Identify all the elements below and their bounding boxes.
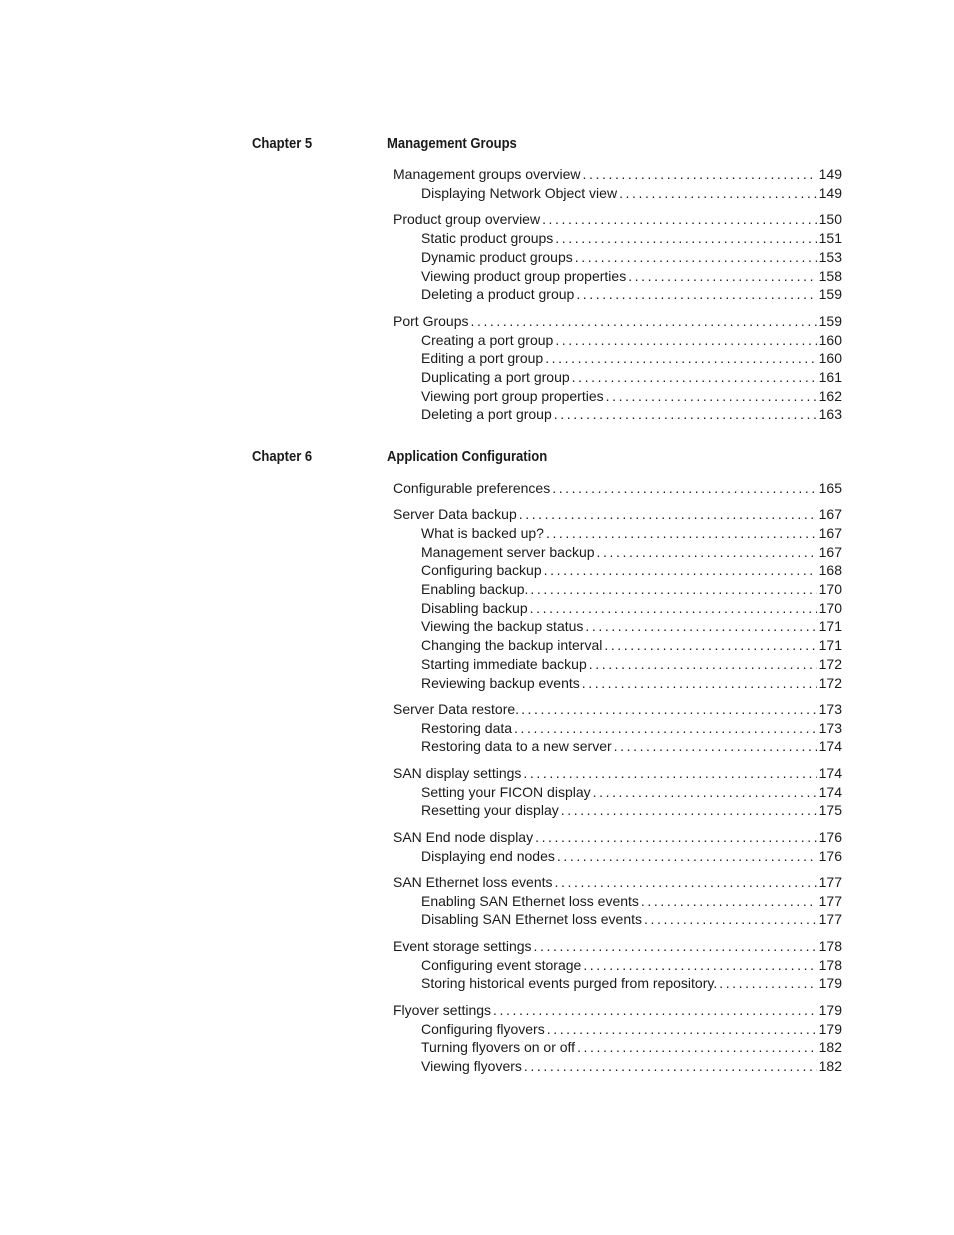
toc-subsection-entry[interactable] [421,801,842,820]
toc-page-number: 151 [818,230,842,246]
toc-subsection-entry[interactable] [421,617,842,636]
toc-section-entry[interactable] [393,479,842,498]
toc-entry-title: Changing the backup interval [421,637,603,653]
toc-subsection-entry[interactable] [421,248,842,267]
toc-subsection-entry[interactable] [421,636,842,655]
toc-entry-title: Configuring backup [421,562,542,578]
toc-entry-title: Product group overview [393,211,541,227]
dot-leader [470,312,816,331]
toc-entry-title: Displaying end nodes [421,848,555,864]
toc-page-number: 182 [818,1058,842,1074]
toc-page-number: 171 [818,618,842,634]
dot-leader [546,524,817,543]
toc-page-number: 160 [818,332,842,348]
dot-leader [519,505,817,524]
toc-section-entry[interactable] [393,165,842,184]
toc-page-number: 149 [818,185,842,201]
toc-subsection-entry[interactable] [421,285,842,304]
toc-entry-title: Event storage settings [393,938,532,954]
dot-leader [604,636,816,655]
toc-page-number: 179 [818,1021,842,1037]
toc-page-number: 171 [818,637,842,653]
dot-leader [575,248,817,267]
dot-leader [555,229,816,248]
toc-section-entry[interactable] [393,764,842,783]
toc-entry-title: Deleting a product group [421,286,575,302]
toc-page-number: 173 [818,701,842,717]
toc-entry-title: Editing a port group [421,350,544,366]
toc-page-number: 150 [818,211,842,227]
toc-page-number: 167 [818,506,842,522]
toc-page-number: 174 [818,738,842,754]
toc-subsection-entry[interactable] [421,674,842,693]
toc-subsection-entry[interactable] [421,524,842,543]
dot-leader [582,674,817,693]
toc-subsection-entry[interactable] [421,229,842,248]
toc-page-number: 179 [818,975,842,991]
toc-page-number: 177 [818,893,842,909]
toc-page-number: 177 [818,874,842,890]
dot-leader [514,719,817,738]
toc-page-number: 153 [818,249,842,265]
dot-leader [524,1057,817,1076]
toc-entry-title: Restoring data to a new server [421,738,612,754]
toc-section-entry[interactable] [393,873,842,892]
toc-page-number: 167 [818,544,842,560]
toc-subsection-entry[interactable] [421,1038,842,1057]
toc-subsection-entry[interactable] [421,737,842,756]
toc-subsection-entry[interactable] [421,892,842,911]
toc-subsection-entry[interactable] [421,847,842,866]
dot-leader [521,700,817,719]
toc-entry-title: Turning flyovers on or off [421,1039,576,1055]
dot-leader [583,956,816,975]
toc-entry-title: Configuring event storage [421,957,582,973]
toc-page-number: 160 [818,350,842,366]
toc-entry-title: Viewing the backup status [421,618,584,634]
chapter-label: Chapter 6 [252,449,313,465]
toc-page-number: 178 [818,938,842,954]
toc-subsection-entry[interactable] [421,783,842,802]
toc-page-number: 167 [818,525,842,541]
toc-entry-title: Storing historical events purged from repository. [421,975,718,991]
toc-subsection-entry[interactable] [421,405,842,424]
toc-subsection-entry[interactable] [421,543,842,562]
toc-subsection-entry[interactable] [421,580,842,599]
toc-page-number: 174 [818,765,842,781]
toc-page-number: 173 [818,720,842,736]
dot-leader [628,267,816,286]
toc-entry-title: SAN End node display [393,829,534,845]
dot-leader [589,655,817,674]
toc-page-number: 165 [818,480,842,496]
toc-subsection-entry[interactable] [421,719,842,738]
chapter-title: Management Groups [387,136,517,152]
dot-leader [614,737,817,756]
toc-page-number: 158 [818,268,842,284]
dot-leader [545,349,816,368]
toc-subsection-entry[interactable] [421,331,842,350]
toc-entry-title: SAN Ethernet loss events [393,874,553,890]
toc-subsection-entry[interactable] [421,974,842,993]
dot-leader [557,847,817,866]
toc-subsection-entry[interactable] [421,267,842,286]
toc-page-number: 161 [818,369,842,385]
dot-leader [597,543,817,562]
dot-leader [583,165,817,184]
dot-leader [542,210,817,229]
toc-page-number: 162 [818,388,842,404]
toc-page-number: 149 [818,166,842,182]
toc-entry-title: Viewing product group properties [421,268,627,284]
dot-leader [547,1020,817,1039]
dot-leader [493,1001,817,1020]
toc-section-entry[interactable] [393,1001,842,1020]
toc-entry-title: Configuring flyovers [421,1021,545,1037]
dot-leader [644,910,817,929]
dot-leader [641,892,817,911]
dot-leader [576,285,816,304]
toc-subsection-entry[interactable] [421,184,842,203]
dot-leader [585,617,816,636]
toc-entry-title: Configurable preferences [393,480,551,496]
toc-entry-title: Enabling backup. [421,581,529,597]
chapter-label: Chapter 5 [252,136,313,152]
toc-entry-title: Viewing flyovers [421,1058,522,1074]
toc-subsection-entry[interactable] [421,349,842,368]
toc-page-number: 179 [818,1002,842,1018]
toc-section-entry[interactable] [393,505,842,524]
toc-page-number: 172 [818,656,842,672]
toc-section-entry[interactable] [393,828,842,847]
toc-subsection-entry[interactable] [421,1020,842,1039]
toc-entry-title: Enabling SAN Ethernet loss events [421,893,639,909]
toc-entry-title: Reviewing backup events [421,675,580,691]
dot-leader [619,184,817,203]
toc-entry-title: Management server backup [421,544,595,560]
toc-page-number: 172 [818,675,842,691]
dot-leader [719,974,816,993]
toc-page-number: 175 [818,802,842,818]
toc-entry-title: Disabling SAN Ethernet loss events [421,911,642,927]
toc-page-number: 159 [818,286,842,302]
dot-leader [523,764,816,783]
toc-entry-title: Server Data restore. [393,701,520,717]
toc-entry-title: Dynamic product groups [421,249,573,265]
toc-page-number: 163 [818,406,842,422]
toc-entry-title: Deleting a port group [421,406,552,422]
toc-page-number: 170 [818,581,842,597]
toc-subsection-entry[interactable] [421,1057,842,1076]
dot-leader [577,1038,817,1057]
toc-section-entry[interactable] [393,312,842,331]
toc-subsection-entry[interactable] [421,599,842,618]
toc-entry-title: Resetting your display [421,802,559,818]
toc-page-number: 176 [818,848,842,864]
dot-leader [535,828,817,847]
toc-entry-title: Duplicating a port group [421,369,570,385]
dot-leader [534,937,817,956]
toc-entry-title: What is backed up? [421,525,544,541]
toc-subsection-entry[interactable] [421,561,842,580]
toc-entry-title: Management groups overview [393,166,581,182]
toc-entry-title: Flyover settings [393,1002,492,1018]
toc-section-entry[interactable] [393,700,842,719]
toc-page-number: 174 [818,784,842,800]
toc-entry-title: Setting your FICON display [421,784,591,800]
toc-entry-title: Starting immediate backup [421,656,587,672]
toc-subsection-entry[interactable] [421,956,842,975]
toc-entry-title: SAN display settings [393,765,522,781]
toc-page-number: 177 [818,911,842,927]
toc-subsection-entry[interactable] [421,387,842,406]
toc-page-number: 176 [818,829,842,845]
toc-entry-title: Port Groups [393,313,469,329]
dot-leader [555,873,817,892]
toc-page-number: 168 [818,562,842,578]
dot-leader [544,561,817,580]
toc-page-number: 170 [818,600,842,616]
toc-entry-title: Restoring data [421,720,513,736]
toc-subsection-entry[interactable] [421,910,842,929]
chapter-title: Application Configuration [387,449,548,465]
toc-section-entry[interactable] [393,210,842,229]
dot-leader [572,368,817,387]
dot-leader [554,405,817,424]
toc-entry-title: Viewing port group properties [421,388,604,404]
toc-page-number: 178 [818,957,842,973]
dot-leader [593,783,817,802]
dot-leader [606,387,817,406]
toc-entry-title: Creating a port group [421,332,554,348]
toc-subsection-entry[interactable] [421,655,842,674]
dot-leader [530,580,816,599]
toc-entry-title: Displaying Network Object view [421,185,618,201]
toc-page-number: 182 [818,1039,842,1055]
toc-entry-title: Static product groups [421,230,554,246]
toc-subsection-entry[interactable] [421,368,842,387]
toc-section-entry[interactable] [393,937,842,956]
dot-leader [530,599,817,618]
toc-entry-title: Server Data backup [393,506,517,522]
dot-leader [555,331,816,350]
dot-leader [561,801,817,820]
toc-page-number: 159 [818,313,842,329]
toc-entry-title: Disabling backup [421,600,528,616]
dot-leader [552,479,816,498]
